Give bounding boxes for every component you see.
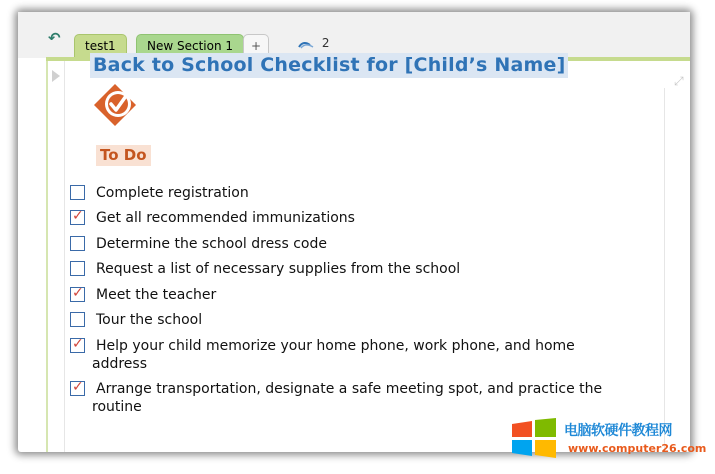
- gutter-separator: [64, 61, 65, 452]
- watermark-url: www.computer26.com: [568, 442, 707, 455]
- tab-test1[interactable]: test1: [74, 34, 127, 57]
- checklist-item-text[interactable]: Arrange transportation, designate a safe meeting spot, and practice the routine: [92, 381, 603, 415]
- watermark: [510, 412, 710, 464]
- checkmark-icon: ✓: [72, 379, 84, 395]
- checkbox[interactable]: [70, 261, 85, 276]
- checklist-item-text[interactable]: Request a list of necessary supplies from the school: [96, 261, 461, 277]
- collapse-arrow-icon[interactable]: [52, 70, 60, 82]
- page-right-guide: [664, 88, 665, 452]
- checklist-item-text[interactable]: Complete registration: [96, 185, 249, 201]
- add-section-button[interactable]: +: [243, 34, 269, 57]
- checklist-item-text[interactable]: Get all recommended immunizations: [96, 210, 355, 226]
- checkbox[interactable]: [70, 381, 85, 396]
- checkbox[interactable]: [70, 185, 85, 200]
- expand-icon[interactable]: ⤢: [674, 74, 684, 88]
- tab-new-section-1[interactable]: New Section 1: [136, 34, 244, 57]
- checkmark-icon: ✓: [72, 285, 84, 301]
- section-tab-bar: [18, 12, 690, 58]
- checklist-item-text[interactable]: Determine the school dress code: [96, 236, 327, 252]
- checkmark-icon: ✓: [72, 208, 84, 224]
- left-rail: [46, 61, 48, 452]
- checkbox[interactable]: [70, 338, 85, 353]
- checkmark-icon: ✓: [72, 336, 84, 352]
- pages-icon: [298, 39, 314, 49]
- checklist-logo-icon: [92, 82, 138, 128]
- page-count-label: 2: [321, 36, 330, 50]
- windows-logo-icon: [510, 418, 558, 458]
- section-heading[interactable]: To Do: [96, 145, 151, 166]
- checkbox[interactable]: [70, 312, 85, 327]
- page-count[interactable]: [298, 36, 329, 50]
- watermark-title: 电脑软硬件教程网: [564, 423, 672, 439]
- checklist-item-text[interactable]: Tour the school: [96, 312, 203, 328]
- undo-icon[interactable]: ↶: [48, 29, 61, 47]
- checklist-item-text[interactable]: Meet the teacher: [96, 287, 217, 303]
- checkbox[interactable]: [70, 236, 85, 251]
- checkbox[interactable]: [70, 287, 85, 302]
- checkbox[interactable]: [70, 210, 85, 225]
- page-title[interactable]: Back to School Checklist for [Child’s Name]: [90, 53, 568, 78]
- checklist-item-text[interactable]: Help your child memorize your home phone, work phone, and home address: [92, 338, 575, 372]
